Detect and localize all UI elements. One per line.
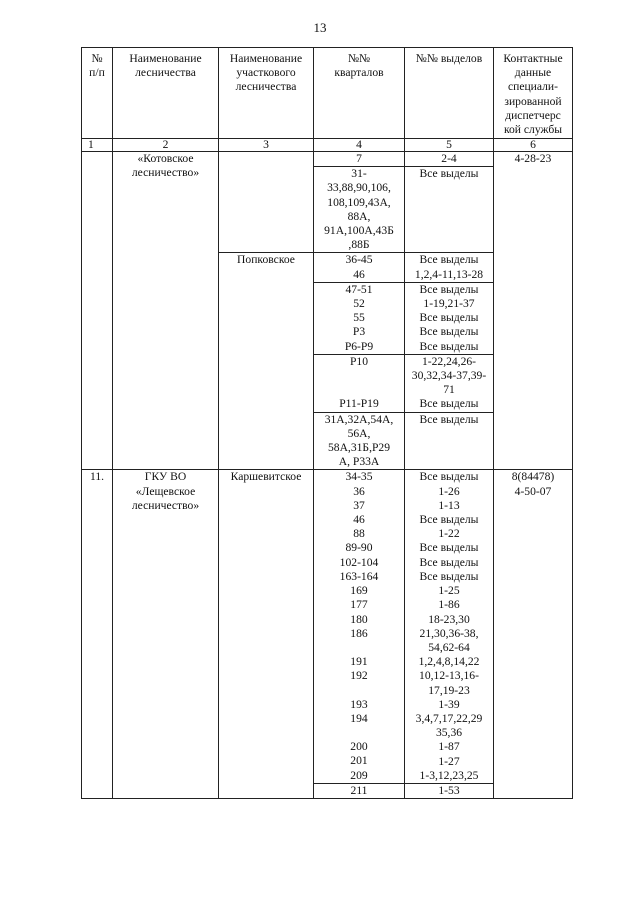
header-cell [494, 48, 573, 139]
table-header [82, 48, 573, 139]
quarter-number: 180 [350, 612, 368, 626]
header-cell [82, 48, 113, 139]
quarter-number: 169 [350, 584, 368, 598]
allotment-number: 18-23,30 [428, 612, 470, 626]
header-text: специали- [507, 80, 558, 94]
allotment-number: Все выделы [419, 569, 479, 583]
column-number: 6 [494, 139, 573, 152]
allotment-number: 54,62-64 [428, 640, 470, 654]
quarter-number: 194 [350, 711, 368, 725]
allotment-number: 1,2,4-11,13-28 [414, 267, 484, 281]
column-number: 4 [314, 139, 405, 152]
header-cell [314, 48, 405, 139]
header-text: №№ [347, 52, 371, 65]
column-number: 3 [219, 139, 314, 152]
district-name: Попковское [237, 253, 295, 267]
district-cell [219, 253, 314, 470]
allotment-number: 1,2,4,8,14,22 [418, 655, 480, 669]
allotment-number: 21,30,36-38, [419, 626, 479, 640]
district-name: Каршевитское [230, 470, 302, 484]
quarter-number: 89-90 [345, 541, 373, 555]
quarter-number: 52 [353, 297, 365, 311]
forestry-cell [113, 152, 219, 470]
quarter-number [316, 726, 402, 740]
allotment-cell [405, 783, 494, 798]
allotment-number: Все выделы [419, 541, 479, 555]
header-text: лесничества [235, 80, 297, 94]
contact-cell [494, 470, 573, 799]
forestry-table [81, 47, 573, 799]
column-number: 5 [405, 139, 494, 152]
quarter-number: 55 [353, 311, 365, 325]
header-text: Контактные [503, 52, 563, 65]
forestry-name: лесничество» [131, 166, 200, 180]
allotment-number: 71 [443, 383, 455, 397]
header-text: лесничества [135, 66, 196, 80]
forestry-cell [113, 470, 219, 799]
header-text: Наименование [129, 52, 202, 65]
forestry-name: лесничество» [131, 498, 200, 512]
quarter-number: 201 [350, 754, 368, 768]
allotment-number: 2-4 [441, 152, 457, 165]
quarter-cell [314, 354, 405, 412]
header-text: п/п [89, 66, 105, 80]
quarter-number: 191 [350, 655, 368, 669]
allotment-number: Все выделы [419, 513, 479, 527]
contact-cell [494, 152, 573, 470]
row-number: 11. [89, 470, 105, 484]
quarter-number [316, 684, 402, 698]
contact-phone: 8(84478) [511, 470, 555, 484]
quarter-cell [314, 152, 405, 167]
quarter-number: Р11-Р19 [339, 397, 379, 411]
allotment-number: 35,36 [435, 726, 463, 740]
allotment-number: 17,19-23 [428, 683, 470, 697]
quarter-number: ,88Б [348, 238, 370, 252]
quarter-number: 46 [353, 513, 365, 527]
quarter-number [316, 641, 402, 655]
contact-phone: 4-28-23 [514, 152, 552, 165]
quarter-number: 36 [353, 484, 365, 498]
quarter-number: Р6-Р9 [344, 339, 374, 353]
quarter-number: 177 [350, 598, 368, 612]
quarter-number: 31А,32А,54А, [324, 412, 394, 426]
row-number [84, 152, 110, 166]
quarter-cell [314, 167, 405, 253]
header-text: зированной [504, 94, 562, 108]
allotment-number: Все выделы [419, 325, 479, 339]
quarter-number: 209 [350, 768, 368, 782]
header-text: кой службы [503, 123, 563, 137]
quarter-number: 211 [350, 783, 368, 797]
district-cell [219, 470, 314, 799]
allotment-number: 1-27 [438, 754, 460, 768]
forestry-name: ГКУ ВО [144, 470, 187, 484]
allotment-number: 1-19,21-37 [423, 297, 475, 311]
allotment-number: Все выделы [419, 253, 479, 267]
allotment-number: Все выделы [419, 339, 479, 353]
allotment-cell [405, 167, 494, 253]
quarter-cell [314, 253, 405, 282]
allotment-number: Все выделы [419, 555, 479, 569]
quarter-number: 33,88,90,106, [327, 181, 391, 195]
header-cell [113, 48, 219, 139]
quarter-number [316, 383, 402, 397]
district-cell [219, 152, 314, 253]
allotment-number: 1-25 [438, 584, 460, 598]
table-body [82, 139, 573, 799]
contact-phone: 4-50-07 [514, 484, 552, 498]
column-number-row [82, 139, 573, 152]
table-row [82, 152, 573, 167]
allotment-number: Все выделы [419, 167, 479, 181]
allotment-number: 1-13 [438, 498, 460, 512]
header-text: Наименование [229, 52, 303, 65]
allotment-number: 1-53 [438, 783, 460, 797]
allotment-number: 1-26 [438, 484, 460, 498]
quarter-number [316, 369, 402, 383]
header-text: №№ выделов [415, 52, 483, 65]
allotment-number: Все выделы [419, 397, 479, 411]
quarter-number: 88 [353, 527, 365, 541]
row-number-cell [82, 152, 113, 470]
quarter-number: 56А, [347, 426, 371, 440]
header-text: № [91, 52, 103, 65]
quarter-number: 193 [350, 697, 368, 711]
allotment-cell [405, 152, 494, 167]
quarter-number: 102-104 [339, 555, 379, 569]
quarter-number: 192 [350, 669, 368, 683]
column-number: 1 [82, 139, 113, 152]
allotment-number: 1-87 [438, 740, 460, 754]
allotment-number: 1-39 [438, 697, 460, 711]
allotment-number: 30,32,34-37,39- [411, 369, 487, 383]
allotment-number: Все выделы [419, 470, 479, 484]
allotment-cell [405, 253, 494, 282]
column-number: 2 [113, 139, 219, 152]
allotment-number: 1-22 [438, 527, 460, 541]
allotment-number: Все выделы [419, 412, 479, 426]
quarter-number: 34-35 [345, 470, 373, 484]
page-number: 13 [313, 20, 327, 35]
quarter-number: 108,109,43А, [327, 195, 391, 209]
quarter-number: 186 [350, 626, 368, 640]
header-text: диспетчерс [505, 108, 561, 122]
quarter-number: 7 [356, 152, 362, 165]
quarter-cell [314, 783, 405, 798]
header-cell [405, 48, 494, 139]
allotment-number: 10,12-13,16- [419, 669, 479, 683]
allotment-cell [405, 282, 494, 354]
quarter-number: Р3 [352, 325, 366, 339]
quarter-number: 47-51 [345, 282, 373, 296]
allotment-number: 1-22,24,26- [421, 354, 477, 368]
quarter-number: Р10 [349, 354, 369, 368]
allotment-number: Все выделы [419, 311, 479, 325]
table-row [82, 470, 573, 783]
allotment-number: 3,4,7,17,22,29 [415, 711, 483, 725]
header-cell [219, 48, 314, 139]
quarter-number: 36-45 [345, 253, 373, 267]
quarter-number: 200 [350, 740, 368, 754]
quarter-cell [314, 282, 405, 354]
quarter-cell [314, 470, 405, 783]
quarter-number: 58А,31Б,Р29 [327, 441, 391, 455]
quarter-cell [314, 412, 405, 470]
allotment-cell [405, 470, 494, 783]
allotment-number: 1-86 [438, 598, 460, 612]
quarter-number: 91А,100А,43Б [324, 224, 394, 238]
quarter-number: 46 [353, 267, 365, 281]
row-number-cell [82, 470, 113, 799]
quarter-number: 37 [353, 498, 365, 512]
allotment-cell [405, 412, 494, 470]
allotment-number: Все выделы [419, 282, 479, 296]
quarter-number: 31- [351, 167, 367, 181]
quarter-number: 88А, [347, 209, 371, 223]
forestry-name: «Котовское [137, 152, 194, 165]
allotment-number: 1-3,12,23,25 [419, 768, 479, 782]
quarter-number: А, Р33А [338, 455, 380, 469]
header-text: данные [514, 66, 552, 80]
header-text: участкового [236, 66, 296, 80]
forestry-name: «Лещевское [135, 484, 196, 498]
quarter-number: 163-164 [339, 569, 379, 583]
header-text: кварталов [334, 66, 384, 80]
allotment-cell [405, 354, 494, 412]
